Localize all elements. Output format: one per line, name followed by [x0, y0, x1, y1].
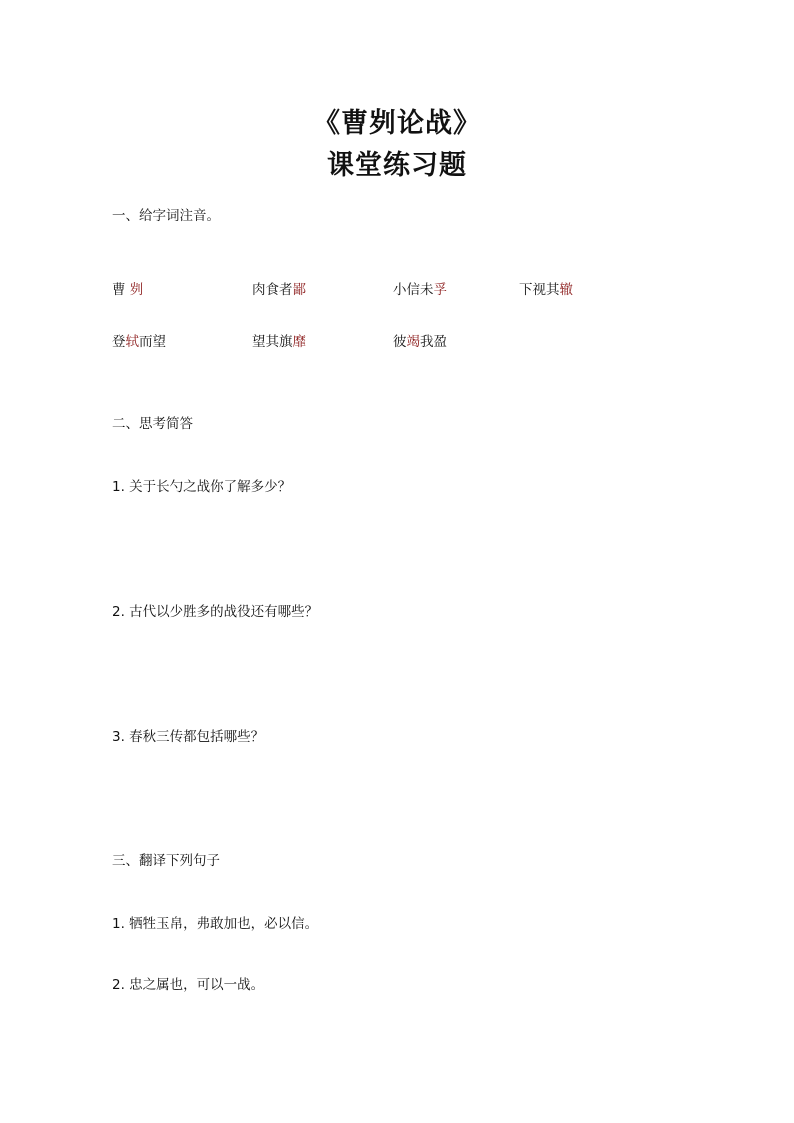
vocab-item: 登轼而望 — [112, 334, 166, 350]
question-item: 3. 春秋三传都包括哪些？ — [112, 729, 265, 745]
document-title: 《曹刿论战》 — [313, 108, 481, 139]
section1-heading: 一、给字词注音。 — [112, 208, 220, 224]
vocab-item: 下视其辙 — [519, 282, 573, 298]
question-item: 1. 关于长勺之战你了解多少？ — [112, 479, 292, 495]
question-item: 2. 古代以少胜多的战役还有哪些？ — [112, 604, 319, 620]
sentence-item: 1. 牺牲玉帛，弗敢加也，必以信。 — [112, 916, 319, 932]
vocab-item: 望其旗靡 — [252, 334, 306, 350]
document-subtitle: 课堂练习题 — [327, 150, 467, 181]
sentence-item: 2. 忠之属也，可以一战。 — [112, 977, 265, 993]
section2-heading: 二、思考简答 — [112, 416, 193, 432]
vocab-item: 彼竭我盈 — [393, 334, 447, 350]
vocab-item: 小信未孚 — [393, 282, 447, 298]
vocab-item: 肉食者鄙 — [252, 282, 306, 298]
section3-heading: 三、翻译下列句子 — [112, 853, 220, 869]
vocab-item: 曹 刿 — [112, 282, 144, 298]
